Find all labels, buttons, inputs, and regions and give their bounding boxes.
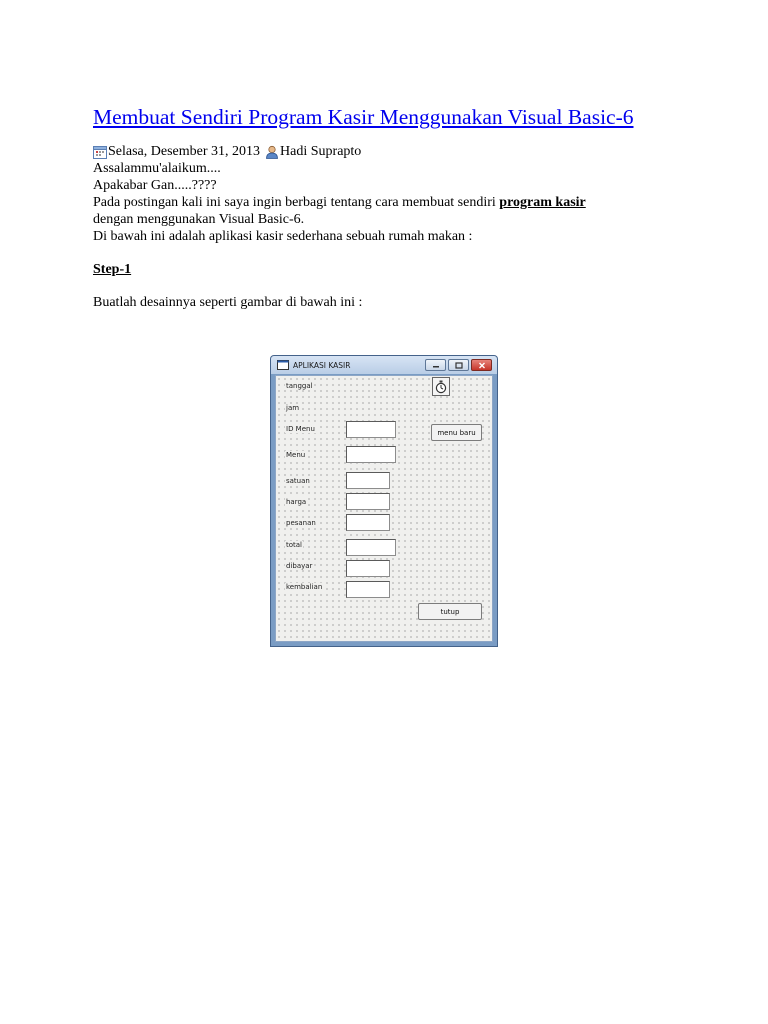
vb-form-canvas xyxy=(275,375,493,642)
intro-paragraph xyxy=(93,194,693,211)
label-kembalian: kembalian xyxy=(286,583,323,591)
stopwatch-icon xyxy=(435,380,447,394)
label-total: total xyxy=(286,541,303,549)
blog-post xyxy=(93,104,693,311)
textbox-pesanan[interactable] xyxy=(346,514,390,531)
label-tanggal: tanggal xyxy=(286,382,313,390)
vb-form-screenshot xyxy=(271,356,497,646)
close-icon xyxy=(478,362,486,369)
textbox-total[interactable] xyxy=(346,539,396,556)
label-satuan: satuan xyxy=(286,477,310,485)
textbox-satuan[interactable] xyxy=(346,472,390,489)
timer-control xyxy=(432,377,450,396)
post-meta xyxy=(93,143,693,160)
post-title-link[interactable]: Membuat Sendiri Program Kasir Menggunakan Visual Basic-6 xyxy=(93,105,634,129)
textbox-menu[interactable] xyxy=(346,446,396,463)
vb-form-title: APLIKASI KASIR xyxy=(293,360,351,370)
label-jam: jam xyxy=(286,404,300,412)
textbox-id-menu[interactable] xyxy=(346,421,396,438)
instruction-text: Buatlah desainnya seperti gambar di bawah ini : xyxy=(93,295,363,310)
vb-form-titlebar xyxy=(271,356,497,374)
maximize-button[interactable] xyxy=(448,359,469,371)
label-harga: harga xyxy=(286,498,307,506)
minimize-icon xyxy=(432,362,440,368)
label-pesanan: pesanan xyxy=(286,519,316,527)
label-dibayar: dibayar xyxy=(286,562,313,570)
close-button[interactable] xyxy=(471,359,492,371)
greeting-text: Assalammu'alaikum.... xyxy=(93,161,221,176)
intro-text-line2: Di bawah ini adalah aplikasi kasir sederhana sebuah rumah makan : xyxy=(93,229,473,244)
author-icon xyxy=(265,145,279,159)
form-icon xyxy=(277,360,289,370)
program-kasir-link[interactable]: program kasir xyxy=(499,195,586,210)
tutup-button[interactable]: tutup xyxy=(418,603,482,620)
label-menu: Menu xyxy=(286,451,306,459)
calendar-icon xyxy=(93,145,107,159)
textbox-kembalian[interactable] xyxy=(346,581,390,598)
menu-baru-button[interactable]: menu baru xyxy=(431,424,482,441)
step-heading: Step-1 xyxy=(93,262,132,277)
intro-text: Pada postingan kali ini saya ingin berbagi tentang cara membuat sendiri xyxy=(93,195,500,210)
maximize-icon xyxy=(455,362,463,369)
textbox-harga[interactable] xyxy=(346,493,390,510)
post-author[interactable]: Hadi Suprapto xyxy=(280,144,362,159)
minimize-button[interactable] xyxy=(425,359,446,371)
intro-text-cont: dengan menggunakan Visual Basic-6. xyxy=(93,212,305,227)
post-date: Selasa, Desember 31, 2013 xyxy=(108,144,261,159)
label-id-menu: ID Menu xyxy=(286,425,315,433)
textbox-dibayar[interactable] xyxy=(346,560,390,577)
question-text: Apakabar Gan.....???? xyxy=(93,178,217,193)
